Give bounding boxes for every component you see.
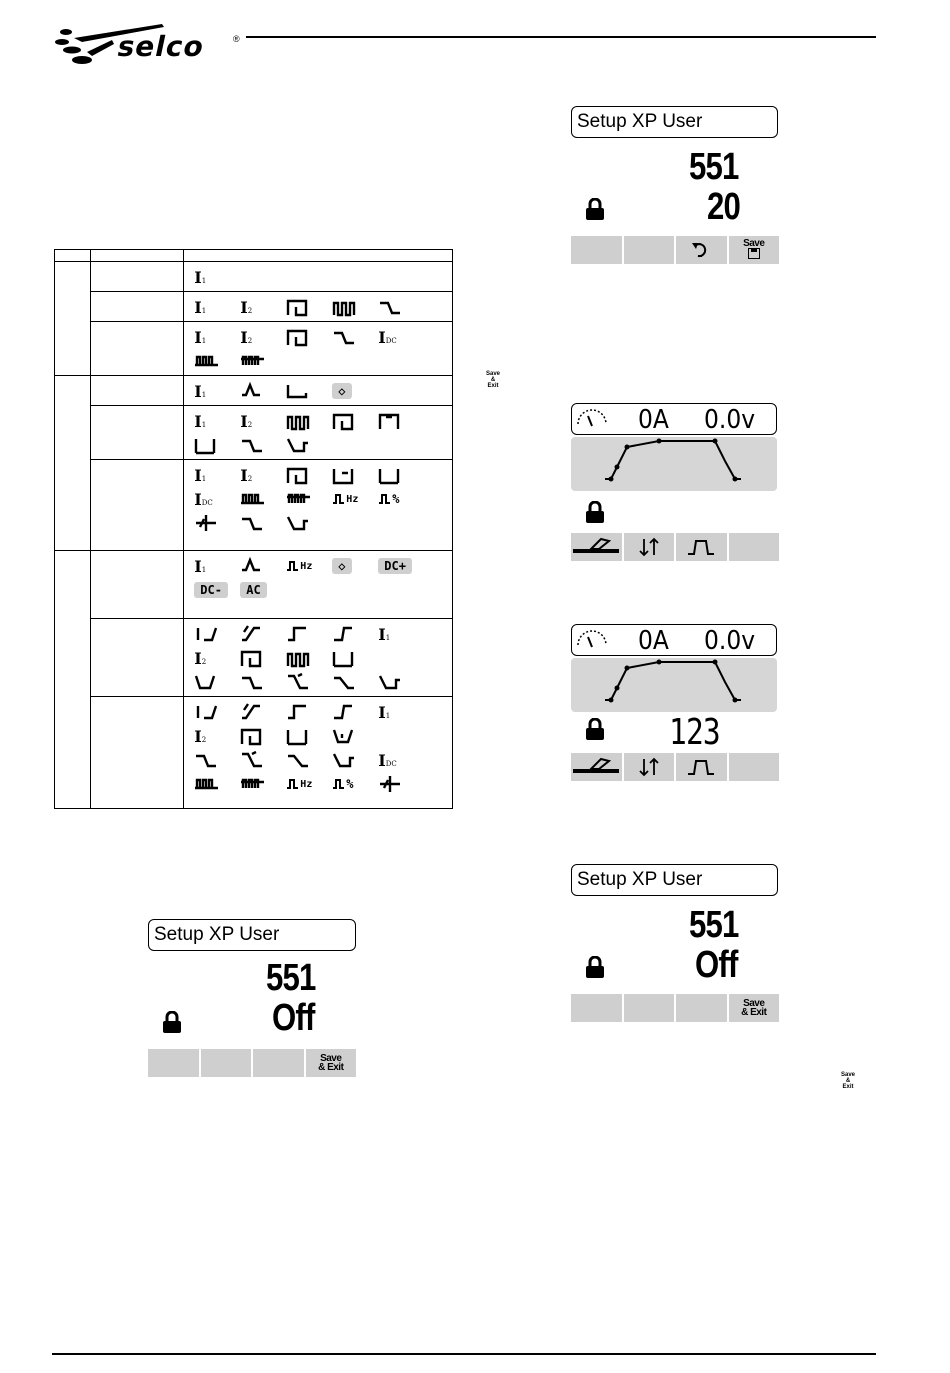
- table-row: [184, 406, 453, 460]
- slope-time-icon: [378, 670, 424, 694]
- button-bar: [571, 753, 779, 781]
- exit-label: & Exit: [318, 1062, 344, 1073]
- save-exit-inline-icon: Save & Exit: [486, 371, 501, 389]
- button-bar: [571, 994, 779, 1022]
- pulse-button[interactable]: [676, 753, 729, 781]
- updown-button[interactable]: [624, 533, 677, 561]
- registered-mark: ®: [233, 34, 240, 44]
- crater-icon: [286, 379, 332, 403]
- i1-icon: I1: [194, 297, 207, 317]
- upslope-b-icon: [286, 622, 332, 646]
- header-rule: [246, 36, 876, 38]
- button-bar: [571, 236, 779, 264]
- pulse-box-3-icon: [332, 646, 378, 670]
- undo-button[interactable]: [676, 236, 729, 264]
- table-head-2: [91, 250, 184, 262]
- pulse-icon: [686, 758, 716, 776]
- downslope-a-icon: [286, 670, 332, 694]
- arc-start-icon: [240, 379, 286, 403]
- pulse-fast-2-icon: [240, 349, 286, 373]
- panel-title: Setup XP User: [571, 106, 778, 138]
- soft-button-3[interactable]: [253, 1049, 306, 1077]
- icon-group: [184, 697, 452, 798]
- icon-group: [184, 619, 452, 696]
- pulse-box-icon: [286, 325, 332, 349]
- torch-icon: [573, 757, 619, 777]
- hz-icon: Hz: [286, 554, 332, 578]
- pulse-fast-2-icon: [286, 487, 332, 511]
- i1-icon: I1: [194, 465, 207, 485]
- meter-display: [571, 624, 777, 656]
- lock-icon: [585, 718, 605, 740]
- pulse-fast-icon: [194, 349, 240, 373]
- arrows-updown-icon: [638, 537, 660, 557]
- footer-rule: [52, 1353, 876, 1355]
- pulse-icon: [686, 538, 716, 556]
- parameter-number: 551: [266, 957, 316, 999]
- slope-down-2-icon: [332, 670, 378, 694]
- pulse-box-icon: [240, 646, 286, 670]
- pulse-fast-icon: [194, 772, 240, 796]
- voltage-readout: 0.0v: [704, 405, 756, 435]
- weld-cycle-curve: [571, 658, 777, 712]
- arc-start-icon: [240, 554, 286, 578]
- i1-icon: I1: [378, 702, 391, 722]
- pregas-icon: [194, 700, 240, 724]
- undo-icon: [690, 241, 712, 259]
- save-exit-button[interactable]: [306, 1049, 357, 1077]
- i1-icon: I1: [194, 267, 207, 287]
- lock-icon: [585, 501, 605, 523]
- icon-group: [184, 460, 452, 537]
- icon-group: [184, 551, 452, 604]
- soft-button-4[interactable]: [729, 753, 780, 781]
- weld-cycle-graph: [571, 437, 777, 491]
- diameter-icon: [378, 772, 424, 796]
- upslope-b-icon: [286, 700, 332, 724]
- slope-down-icon: [194, 748, 240, 772]
- panel-title: Setup XP User: [571, 864, 778, 896]
- pulse-button[interactable]: [676, 533, 729, 561]
- hz-icon: Hz: [332, 487, 378, 511]
- current-readout: 0A: [638, 626, 669, 656]
- pulse-box-3-icon: [286, 724, 332, 748]
- slope-time-icon: [332, 748, 378, 772]
- upslope-c-icon: [332, 622, 378, 646]
- pulse-box-4-icon: [332, 463, 378, 487]
- gauge-icon: [576, 408, 608, 432]
- current-readout: 0A: [638, 405, 669, 435]
- pulse-fast-2-icon: [240, 772, 286, 796]
- ac-icon: AC: [240, 578, 286, 602]
- slope-down-icon: [332, 325, 378, 349]
- weld-cycle-graph: [571, 658, 777, 712]
- lock-icon: [585, 956, 605, 978]
- save-label: Save: [320, 1053, 342, 1064]
- soft-button-1[interactable]: [571, 236, 624, 264]
- save-label: Save: [743, 998, 765, 1009]
- parameter-value: 20: [707, 186, 741, 228]
- updown-button[interactable]: [624, 753, 677, 781]
- i2-icon: I2: [240, 297, 253, 317]
- save-exit-button[interactable]: [729, 994, 780, 1022]
- slope-down-icon: [240, 433, 286, 457]
- lcd-panel-meter-123: [571, 624, 781, 784]
- exit-label: & Exit: [741, 1007, 767, 1018]
- parameter-value: Off: [695, 944, 738, 986]
- soft-button-2[interactable]: [624, 994, 677, 1022]
- voltage-readout: 0.0v: [704, 626, 756, 656]
- i2-icon: I2: [194, 726, 207, 746]
- torch-icon: [573, 537, 619, 557]
- icon-group: [184, 292, 452, 321]
- dc--icon: DC+: [378, 554, 424, 578]
- floppy-icon: [748, 248, 760, 259]
- soft-button-2[interactable]: [201, 1049, 254, 1077]
- button-bar: [571, 533, 779, 561]
- gauge-icon: [576, 629, 608, 653]
- slope-down-icon: [240, 670, 286, 694]
- parameter-number: 551: [689, 146, 739, 188]
- i1-icon: I1: [194, 411, 207, 431]
- slope-time-icon: [286, 511, 332, 535]
- pulse-box-icon: [332, 409, 378, 433]
- i1-icon: I1: [378, 624, 391, 644]
- dc--icon: DC-: [194, 578, 240, 602]
- arrows-updown-icon: [638, 757, 660, 777]
- i1-icon: I1: [194, 381, 207, 401]
- pulse-train-icon: [286, 646, 332, 670]
- icon-group: [184, 322, 452, 375]
- save-exit-inline-icon: Save & Exit: [841, 1072, 856, 1090]
- pregas-icon: [194, 622, 240, 646]
- slope-down-2-icon: [286, 748, 332, 772]
- --icon: %: [378, 487, 424, 511]
- table-row: [184, 376, 453, 406]
- lcd-panel-meter: [571, 403, 781, 563]
- meter-display: [571, 403, 777, 435]
- lock-icon: [162, 1011, 182, 1033]
- slope-down-icon: [378, 295, 424, 319]
- table-row: [184, 262, 453, 292]
- lock-icon: [585, 198, 605, 220]
- table-head-3: [184, 250, 453, 262]
- table-row: [184, 697, 453, 809]
- slope-down-icon: [240, 511, 286, 535]
- idc-icon: IDC: [378, 750, 397, 770]
- soft-button-4[interactable]: [729, 533, 780, 561]
- icon-group: [184, 262, 452, 291]
- soft-button-3[interactable]: [676, 994, 729, 1022]
- pulse-box-icon: [286, 463, 332, 487]
- i2-icon: I2: [194, 648, 207, 668]
- i1-icon: I1: [194, 327, 207, 347]
- upslope-c-icon: [332, 700, 378, 724]
- process-button[interactable]: [571, 753, 624, 781]
- pulse-box-3-icon: [378, 463, 424, 487]
- soft-button-1[interactable]: [148, 1049, 201, 1077]
- pulse-box-icon: [240, 724, 286, 748]
- i2-icon: I2: [240, 465, 253, 485]
- parameter-number: 551: [689, 904, 739, 946]
- i2-icon: I2: [240, 411, 253, 431]
- table-head-1: [55, 250, 91, 262]
- tool-box-icon: ◇: [332, 379, 378, 403]
- valley-icon: [194, 670, 240, 694]
- panel-title: Setup XP User: [148, 919, 356, 951]
- icon-group: [184, 406, 452, 459]
- pulse-train-icon: [286, 409, 332, 433]
- upslope-a-icon: [240, 700, 286, 724]
- table-row: [184, 322, 453, 376]
- hz-icon: Hz: [286, 772, 332, 796]
- pulse-box-2-icon: [378, 409, 424, 433]
- parameter-table: [54, 249, 453, 809]
- i2-icon: I2: [240, 327, 253, 347]
- button-bar: [148, 1049, 356, 1077]
- icon-group: [184, 376, 452, 405]
- soft-button-1[interactable]: [571, 994, 624, 1022]
- tool-box-icon: ◇: [332, 554, 378, 578]
- selco-logo-text: selco: [114, 30, 208, 63]
- pulse-fast-icon: [240, 487, 286, 511]
- valley-2-icon: [332, 724, 378, 748]
- upslope-a-icon: [240, 622, 286, 646]
- save-button[interactable]: [729, 236, 780, 264]
- parameter-value: 123: [669, 712, 720, 753]
- downslope-a-icon: [240, 748, 286, 772]
- process-button[interactable]: [571, 533, 624, 561]
- table-row: [184, 619, 453, 697]
- table-row: [184, 460, 453, 551]
- slope-time-icon: [286, 433, 332, 457]
- i1-icon: I1: [194, 556, 207, 576]
- diameter-icon: [194, 511, 240, 535]
- lcd-panel-setup-off-left: [148, 919, 358, 1079]
- soft-button-2[interactable]: [624, 236, 677, 264]
- weld-cycle-curve: [571, 437, 777, 491]
- lcd-panel-setup-off-right: [571, 864, 781, 1024]
- table-row: [184, 551, 453, 619]
- lcd-panel-setup-20: [571, 106, 781, 266]
- idc-icon: IDC: [378, 327, 397, 347]
- pulse-train-icon: [332, 295, 378, 319]
- pulse-box-icon: [286, 295, 332, 319]
- idc-icon: IDC: [194, 489, 213, 509]
- --icon: %: [332, 772, 378, 796]
- save-label: Save: [743, 238, 765, 249]
- parameter-value: Off: [272, 997, 315, 1039]
- table-row: [184, 292, 453, 322]
- pulse-box-3-icon: [194, 433, 240, 457]
